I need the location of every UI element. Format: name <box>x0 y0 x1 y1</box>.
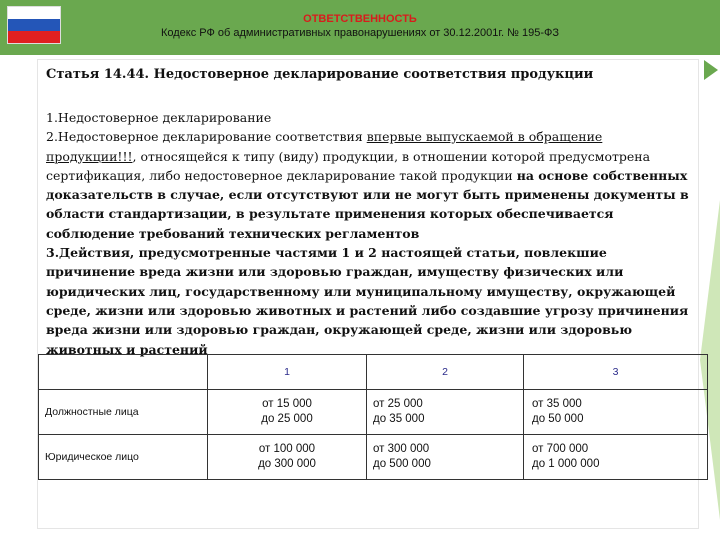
header-bar <box>0 0 720 55</box>
highlight-bold: на основе собственных доказательств в случае, если отсутствуют или не могут быть применены документы в области стандартизации, в результате применения которых обеспечивается соблюдение требований технических регламентов <box>46 167 689 241</box>
row-label: Должностные лица <box>39 390 208 435</box>
article-part-3: 3.Действия, предусмотренные частями 1 и 2 настоящей статьи, повлекшие причинение вреда жизни или здоровью граждан, имуществу физических или юридических лиц, государственному или муниципальному имуществу, окружающей среде, жизни или здоровью животных и растений либо создавшие угрозу причинения вреда жизни или здоровью граждан, окружающей среде, жизни или здоровью животных и растений <box>46 245 689 357</box>
fine-cell: от 35 000 до 50 000 <box>524 390 708 435</box>
page-title: ОТВЕТСТВЕННОСТЬ <box>303 13 417 25</box>
decor-triangle-icon <box>704 60 718 80</box>
article-body <box>46 108 696 359</box>
fines-table <box>38 354 708 480</box>
table-header-row <box>39 355 708 390</box>
row-label: Юридическое лицо <box>39 435 208 480</box>
table-header-cell: 1 <box>208 355 367 390</box>
article-title: Статья 14.44. Недостоверное декларирование соответствия продукции <box>46 67 594 82</box>
highlight-underlined: впервые выпускаемой в обращение продукции!!! <box>46 129 603 164</box>
table-row <box>39 435 708 480</box>
table-header-cell: 3 <box>524 355 708 390</box>
article-part-1: 1.Недостоверное декларирование <box>46 110 272 125</box>
fine-cell: от 300 000 до 500 000 <box>367 435 524 480</box>
table-header-cell <box>39 355 208 390</box>
fine-cell: от 15 000 до 25 000 <box>208 390 367 435</box>
table-row <box>39 390 708 435</box>
table-header-cell: 2 <box>367 355 524 390</box>
fine-cell: от 100 000 до 300 000 <box>208 435 367 480</box>
fine-cell: от 25 000 до 35 000 <box>367 390 524 435</box>
article-part-2: 2.Недостоверное декларирование соответствия впервые выпускаемой в обращение продукции!!!, относящейся к типу (виду) продукции, в отношении которой предусмотрена сертификация, либо недостоверное декларирование такой продукции на основе собственных доказательств в случае, если отсутствуют или не могут быть применены документы в области стандартизации, в результате применения которых обеспечивается соблюдение требований технических регламентов <box>46 129 689 241</box>
fine-cell: от 700 000 до 1 000 000 <box>524 435 708 480</box>
page-subtitle: Кодекс РФ об административных правонарушениях от 30.12.2001г. № 195-ФЗ <box>160 27 560 39</box>
